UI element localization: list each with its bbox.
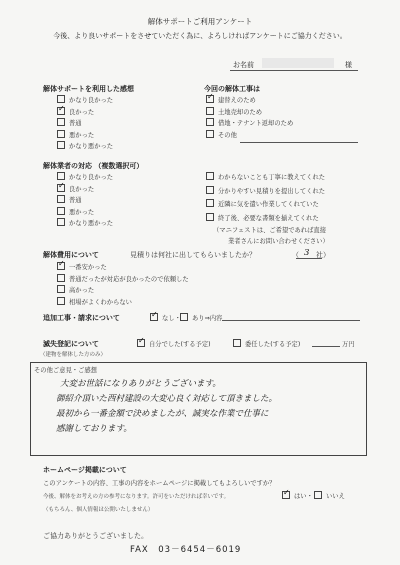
q5-content-line [222, 320, 360, 321]
q2-checkbox[interactable] [206, 130, 214, 138]
q3-right-option[interactable] [206, 213, 319, 222]
comment-line-3: 最初から一番金額で決めましたが、誠実な作業で仕事に [56, 409, 269, 419]
q3-left-option[interactable] [57, 195, 82, 204]
q5-title: 追加工事・請求について [43, 314, 120, 322]
q3-left-option[interactable] [57, 207, 94, 216]
q5-none-checkbox[interactable] [150, 313, 158, 321]
hp-note-1: 今後、解体をお考えの方の参考になります。許可をいただければ幸いです。 [43, 494, 230, 500]
q4-title: 解体費用について [43, 251, 99, 259]
q3-left-checkbox[interactable] [57, 207, 65, 215]
q4-option[interactable] [57, 297, 132, 306]
q1-checkbox[interactable] [57, 107, 65, 115]
q1-option-label: かなり悪かった [69, 143, 114, 150]
q1-title: 解体サポートを利用した感想 [43, 85, 134, 93]
q1-option[interactable] [57, 107, 94, 116]
q1-option[interactable] [57, 130, 94, 139]
name-redaction [262, 58, 334, 68]
q2-checkbox[interactable] [206, 118, 214, 126]
q4-option[interactable] [57, 285, 94, 294]
q4-option-label: 普通だったが対応が良かったので依頼した [69, 275, 189, 283]
name-label: お名前 [233, 61, 254, 69]
q1-option-label: 良かった [69, 108, 95, 116]
q1-checkbox[interactable] [57, 141, 65, 149]
q2-other-line [240, 142, 358, 143]
q5-yes-option[interactable]: あり⇒内容 [180, 313, 222, 322]
q6-yen-line [312, 346, 340, 347]
q3-title: 解体業者の対応 （複数選択可） [43, 162, 144, 170]
comment-line-4: 感謝しております。 [56, 424, 132, 434]
q3-right-option-label: 近隣に気を遣い作業してくれていた [218, 201, 319, 208]
hp-yes-checkbox[interactable] [282, 491, 290, 499]
name-suffix: 様 [345, 61, 352, 69]
q3-left-option[interactable] [57, 172, 113, 181]
q3-note-1: （マニフェストは、ご希望であれば直接 [213, 227, 327, 234]
q3-left-option-label: 普通 [69, 197, 82, 204]
fax-number: FAX 03－6454－6019 [130, 545, 242, 555]
q3-left-option-label: 良かった [69, 185, 95, 193]
q6-yen-label: 万円 [342, 341, 355, 348]
q3-left-checkbox[interactable] [57, 184, 65, 192]
q2-title: 今回の解体工事は [204, 85, 260, 93]
q2-checkbox[interactable] [206, 95, 214, 103]
q3-left-option[interactable] [57, 218, 113, 227]
q2-option[interactable] [206, 118, 293, 127]
q2-option-label: 借地・テナント返却のため [218, 120, 294, 127]
q3-right-option[interactable] [206, 172, 325, 181]
q4-answer-suffix: 社） [316, 251, 330, 259]
comment-line-2: 御紹介頂いた西村建設の大変心良く対応して頂きました。 [56, 394, 278, 404]
q3-left-option-label: かなり良かった [69, 174, 114, 181]
q1-option[interactable] [57, 141, 113, 150]
hp-no-checkbox[interactable] [314, 491, 322, 499]
q3-note-2: 業者さんにお問い合わせください） [228, 238, 329, 245]
q3-left-option-label: 悪かった [69, 208, 95, 216]
q3-left-checkbox[interactable] [57, 195, 65, 203]
q1-option-label: かなり良かった [69, 97, 114, 104]
comment-label: その他ご意見・ご感想 [34, 367, 97, 374]
page-title: 解体サポートご利用アンケート [147, 17, 253, 26]
q2-checkbox[interactable] [206, 107, 214, 115]
q3-left-option-label: かなり悪かった [69, 220, 114, 227]
q4-answer-line [296, 258, 322, 259]
thanks-text: ご協力ありがとうございました。 [43, 532, 148, 540]
q3-right-checkbox[interactable] [206, 186, 214, 194]
q4-checkbox[interactable] [57, 297, 65, 305]
hp-no-option[interactable]: いいえ [314, 491, 345, 500]
q3-right-checkbox[interactable] [206, 172, 214, 180]
q3-left-checkbox[interactable] [57, 172, 65, 180]
q2-option-label: その他 [218, 131, 237, 139]
q4-answer-open: （ [292, 251, 299, 259]
q6-self-checkbox[interactable] [137, 339, 145, 347]
q1-checkbox[interactable] [57, 95, 65, 103]
q6-delegate-option[interactable]: 委任した(する予定) [233, 339, 300, 348]
q5-none-option[interactable]: ✓ なし・ [150, 313, 181, 322]
comment-line-1: 大変お世話になりありがとうございます。 [60, 379, 221, 389]
q3-left-checkbox[interactable] [57, 218, 65, 226]
q4-answer-value: 3 [304, 248, 310, 258]
q4-option[interactable] [57, 274, 189, 283]
page-subtitle: 今後、より良いサポートをさせていただく為に、よろしければアンケートにご協力ください。 [53, 32, 347, 40]
q3-right-option-label: 分かりやすい見積りを提出してくれた [218, 187, 326, 195]
q1-checkbox[interactable] [57, 118, 65, 126]
q5-yes-checkbox[interactable] [180, 313, 188, 321]
q4-option-label: 一番安かった [69, 264, 107, 271]
hp-title: ホームページ掲載について [43, 466, 127, 474]
q3-right-option[interactable] [206, 199, 319, 208]
name-underline [230, 70, 358, 71]
q3-right-checkbox[interactable] [206, 199, 214, 207]
q6-subtitle: （建物を解体した方のみ） [40, 352, 107, 358]
q6-delegate-checkbox[interactable] [233, 339, 241, 347]
q1-option[interactable] [57, 118, 82, 127]
q4-option[interactable] [57, 262, 107, 271]
q2-option-label: 建替えのため [218, 97, 256, 104]
q4-checkbox[interactable] [57, 262, 65, 270]
hp-question: このアンケートの内容、工事の内容をホームページに掲載してもよろしいですか？ [43, 480, 276, 487]
q4-checkbox[interactable] [57, 274, 65, 282]
q3-right-checkbox[interactable] [206, 213, 214, 221]
q4-option-label: 高かった [69, 287, 95, 294]
q2-option[interactable] [206, 107, 262, 116]
q3-right-option-label: わからないことも丁寧に教えてくれた [218, 174, 326, 181]
q2-option-label: 土地売却のため [218, 108, 263, 116]
q4-option-label: 相場がよくわからない [69, 298, 132, 306]
q6-self-option[interactable]: ✓自分でした(する予定) [137, 339, 211, 348]
q1-option[interactable] [57, 95, 113, 104]
q2-option[interactable] [206, 130, 237, 139]
q1-option-label: 悪かった [69, 131, 95, 139]
hp-note-2: （もちろん、個人情報は公開いたしません） [43, 507, 154, 513]
q3-right-option[interactable] [206, 186, 325, 195]
q1-checkbox[interactable] [57, 130, 65, 138]
q6-title: 滅失登記について [43, 340, 99, 348]
q2-option[interactable] [206, 95, 256, 104]
q4-checkbox[interactable] [57, 285, 65, 293]
q1-option-label: 普通 [69, 120, 82, 127]
hp-yes-option[interactable]: ✓はい・ [282, 491, 313, 500]
q3-left-option[interactable] [57, 184, 94, 193]
q4-question: 見積りは何社に出してもらいましたか？ [130, 251, 256, 259]
q3-right-option-label: 終了後、必要な書類を揃えてくれた [218, 214, 319, 222]
